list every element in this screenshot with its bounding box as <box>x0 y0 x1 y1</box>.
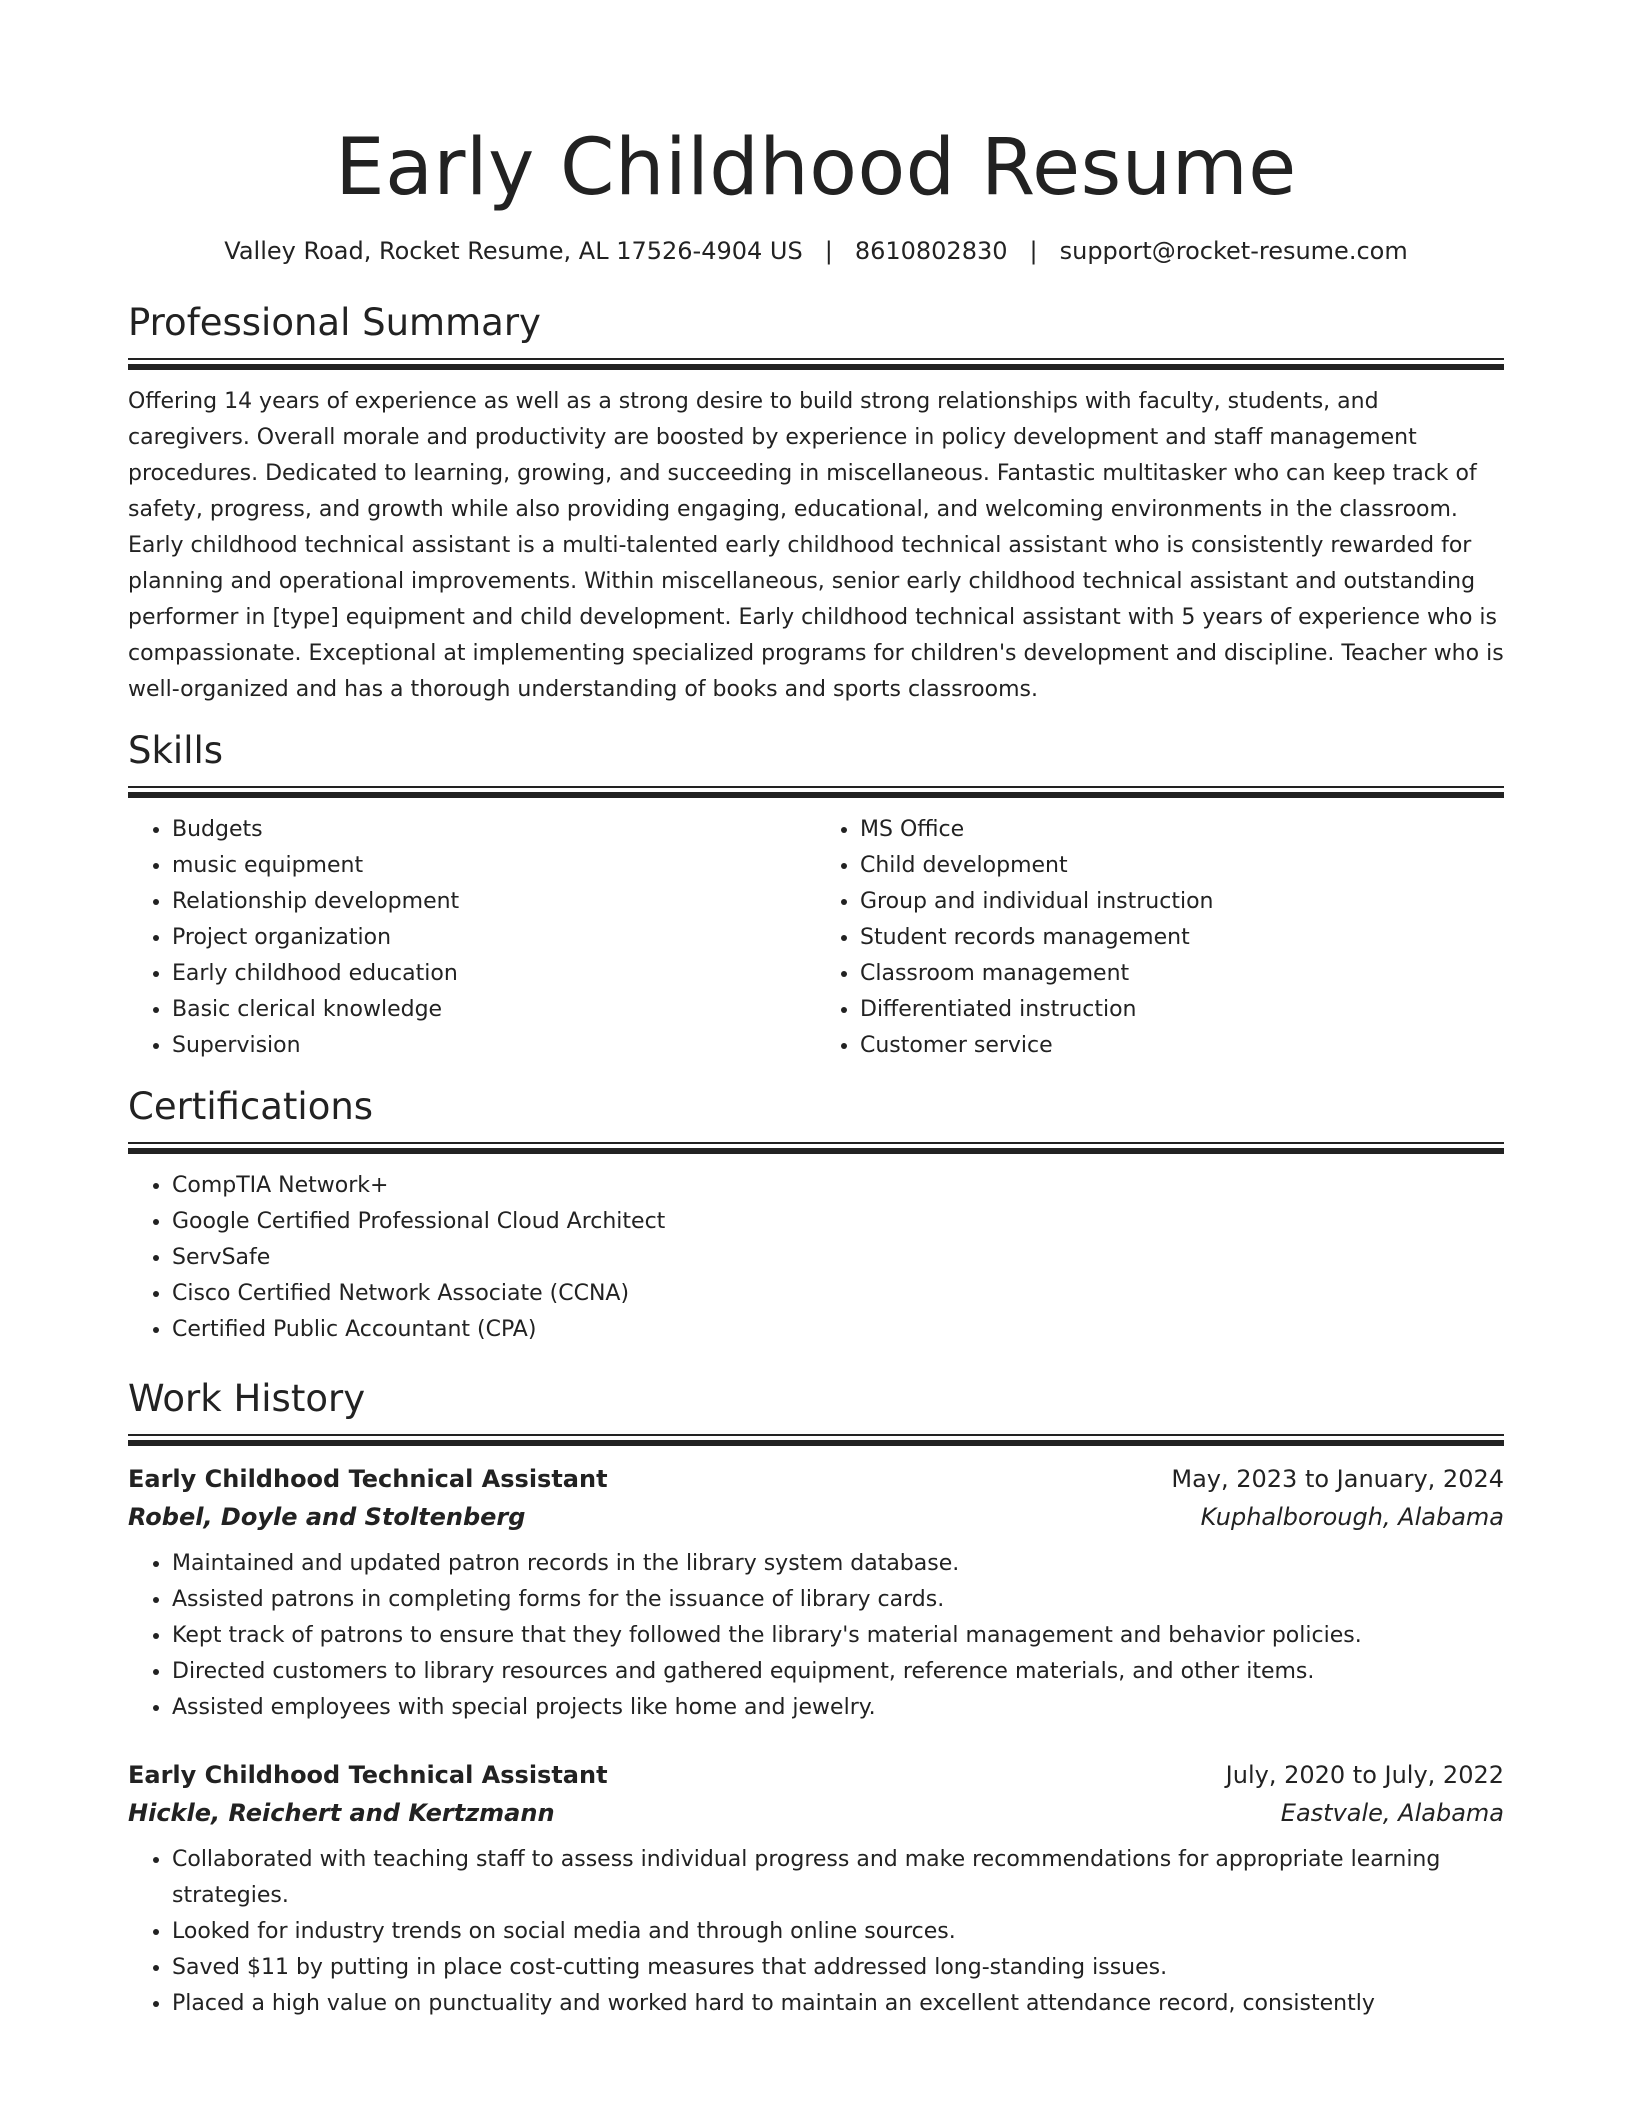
job-entry <box>128 1460 1504 1726</box>
resume-content <box>128 300 1504 2052</box>
job-bullet: • Assisted employees with special projects like home and jewelry. <box>172 1690 1504 1726</box>
skill-item: • Group and individual instruction <box>860 884 1504 920</box>
contact-separator: | <box>824 237 833 265</box>
section-title-certifications: Certifications <box>128 1085 374 1128</box>
job-bullet: • Maintained and updated patron records in the library system database. <box>172 1546 1504 1582</box>
job-entry <box>128 1756 1504 2022</box>
skill-item: • Child development <box>860 848 1504 884</box>
skills-section <box>128 728 1504 1064</box>
job-title: Early Childhood Technical Assistant <box>128 1761 608 1789</box>
certification-item: • Google Certified Professional Cloud Architect <box>172 1204 1504 1240</box>
job-dates: July, 2020 to July, 2022 <box>1225 1761 1504 1789</box>
job-company-row <box>128 1794 1504 1832</box>
job-bullet: • Kept track of patrons to ensure that they followed the library's material management and behavior policies. <box>172 1618 1504 1654</box>
job-bullets <box>128 1546 1504 1726</box>
certifications-list <box>128 1168 1504 1348</box>
job-company: Hickle, Reichert and Kertzmann <box>128 1799 555 1827</box>
skill-item: • Supervision <box>172 1028 816 1064</box>
skills-list-left <box>128 812 816 1064</box>
job-company-row <box>128 1498 1504 1536</box>
skill-item: • Classroom management <box>860 956 1504 992</box>
section-title-work-history: Work History <box>128 1377 366 1420</box>
job-bullet: • Collaborated with teaching staff to assess individual progress and make recommendations for appropriate learning strategies. <box>172 1842 1504 1914</box>
skill-item: • Basic clerical knowledge <box>172 992 816 1028</box>
skill-item: • music equipment <box>172 848 816 884</box>
certifications-section <box>128 1084 1504 1348</box>
job-location: Kuphalborough, Alabama <box>1200 1503 1504 1531</box>
section-title-summary: Professional Summary <box>128 301 541 344</box>
section-title-skills: Skills <box>128 729 224 772</box>
job-header-row <box>128 1460 1504 1498</box>
contact-phone: 8610802830 <box>854 237 1008 265</box>
contact-line <box>0 236 1632 266</box>
resume-name: Early Childhood Resume <box>335 123 1297 213</box>
job-bullets <box>128 1842 1504 2022</box>
job-bullet: • Placed a high value on punctuality and worked hard to maintain an excellent attendance record, consistently <box>172 1986 1504 2022</box>
summary-section <box>128 300 1504 708</box>
skill-item: • MS Office <box>860 812 1504 848</box>
section-divider <box>128 358 1504 370</box>
contact-address: Valley Road, Rocket Resume, AL 17526-4904 US <box>224 237 803 265</box>
job-bullet: • Saved $11 by putting in place cost-cutting measures that addressed long-standing issues. <box>172 1950 1504 1986</box>
skill-item: • Early childhood education <box>172 956 816 992</box>
section-divider <box>128 1142 1504 1154</box>
skill-item: • Project organization <box>172 920 816 956</box>
job-title: Early Childhood Technical Assistant <box>128 1465 608 1493</box>
contact-separator: | <box>1029 237 1038 265</box>
certification-item: • Certified Public Accountant (CPA) <box>172 1312 1504 1348</box>
job-dates: May, 2023 to January, 2024 <box>1171 1465 1504 1493</box>
skill-item: • Customer service <box>860 1028 1504 1064</box>
section-divider <box>128 1434 1504 1446</box>
skill-item: • Differentiated instruction <box>860 992 1504 1028</box>
job-company: Robel, Doyle and Stoltenberg <box>128 1503 526 1531</box>
skills-columns <box>128 812 1504 1064</box>
certification-item: • ServSafe <box>172 1240 1504 1276</box>
certification-item: • Cisco Certified Network Associate (CCNA) <box>172 1276 1504 1312</box>
contact-email[interactable]: support@rocket-resume.com <box>1059 237 1408 265</box>
skills-list-right <box>816 812 1504 1064</box>
job-bullet: • Assisted patrons in completing forms for the issuance of library cards. <box>172 1582 1504 1618</box>
job-header-row <box>128 1756 1504 1794</box>
skill-item: • Relationship development <box>172 884 816 920</box>
job-bullet: • Looked for industry trends on social media and through online sources. <box>172 1914 1504 1950</box>
section-divider <box>128 786 1504 798</box>
skill-item: • Budgets <box>172 812 816 848</box>
work-history-section <box>128 1376 1504 2022</box>
certification-item: • CompTIA Network+ <box>172 1168 1504 1204</box>
job-location: Eastvale, Alabama <box>1280 1799 1504 1827</box>
skill-item: • Student records management <box>860 920 1504 956</box>
summary-text: Offering 14 years of experience as well as a strong desire to build strong relationships with faculty, students, and caregivers. Overall morale and productivity are boosted by experience in policy development and staff management procedures. Dedicated to learning, growing, and succeeding in miscellaneous. Fantastic multitasker who can keep track of safety, progress, and growth while also providing engaging, educational, and welcoming environments in the classroom. Early childhood technical assistant is a multi-talented early childhood technical assistant who is consistently rewarded for planning and operational improvements. Within miscellaneous, senior early childhood technical assistant and outstanding performer in [type] equipment and child development. Early childhood technical assistant with 5 years of experience who is compassionate. Exceptional at implementing specialized programs for children's development and discipline. Teacher who is well-organized and has a thorough understanding of books and sports classrooms. <box>128 389 1504 702</box>
job-bullet: • Directed customers to library resources and gathered equipment, reference materials, and other items. <box>172 1654 1504 1690</box>
resume-header <box>0 0 1632 266</box>
